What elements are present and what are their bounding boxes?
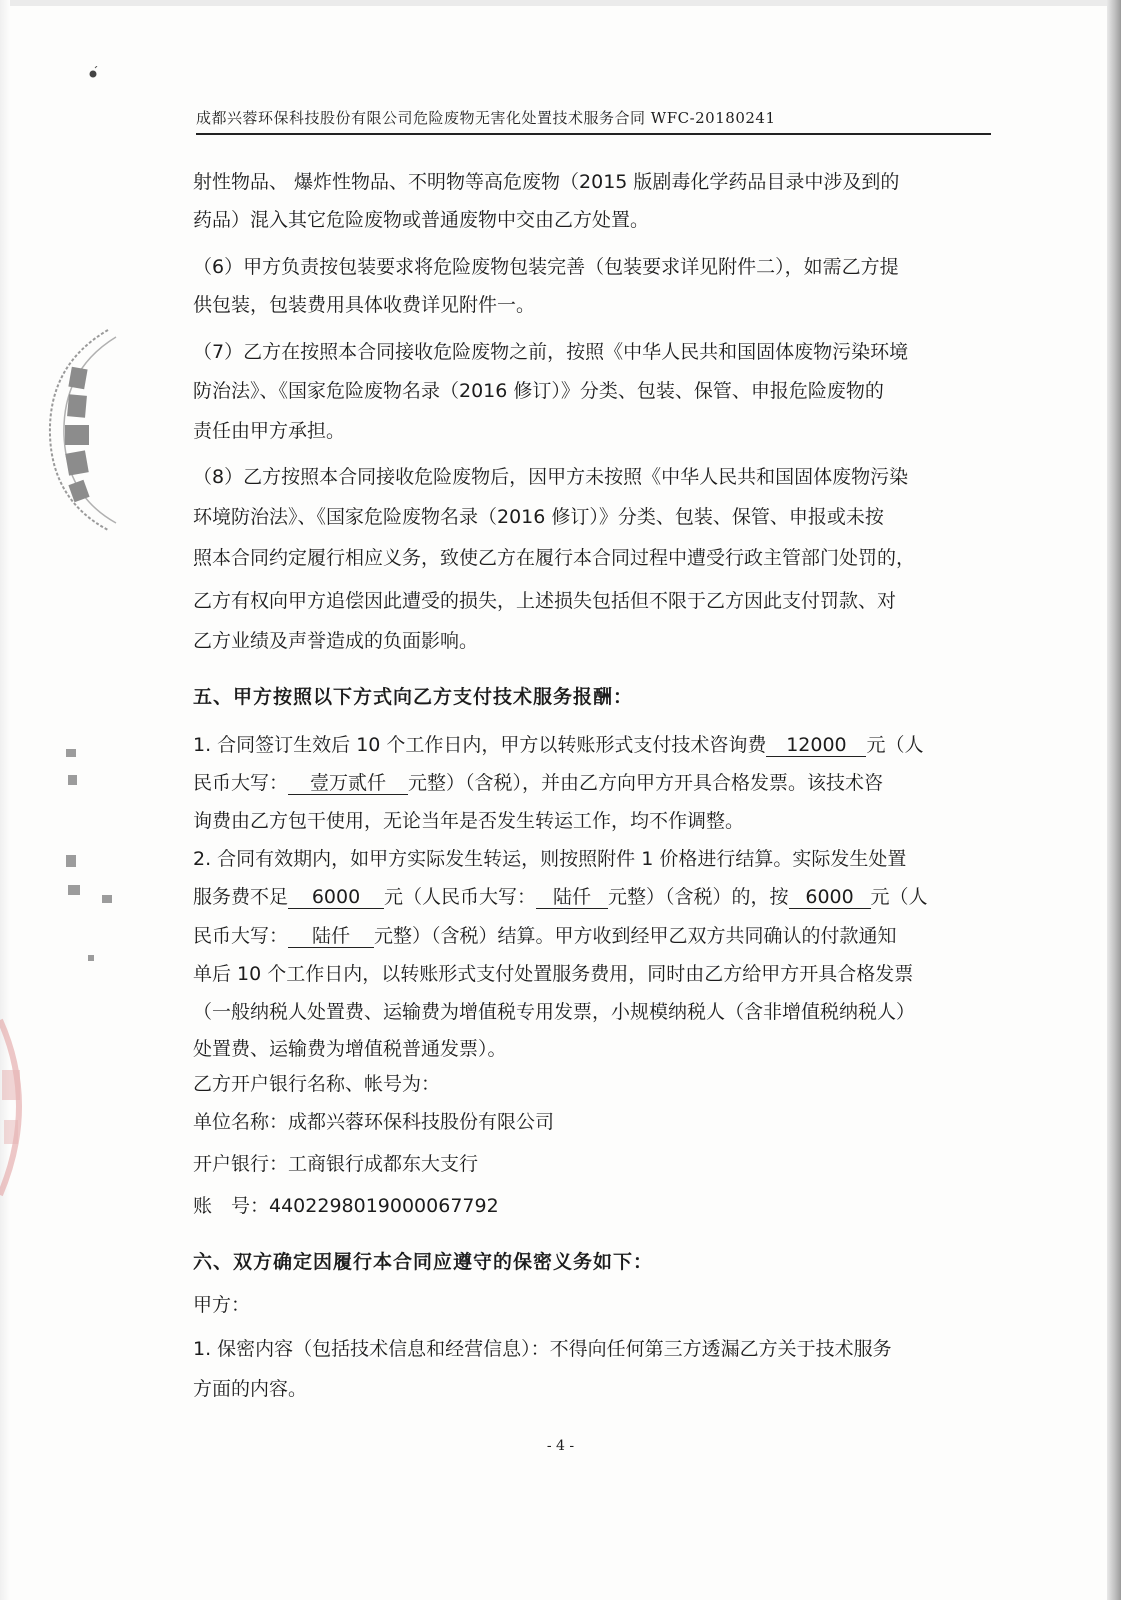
scan-speck xyxy=(88,66,100,80)
body-line: （6）甲方负责按包装要求将危险废物包装完善（包装要求详见附件二），如需乙方提 xyxy=(193,256,899,278)
payment-1-line-2 xyxy=(193,771,883,795)
payment-2-text: 服务费不足 xyxy=(193,886,289,908)
body-line: （7）乙方在按照本合同接收危险废物之前，按照《中华人民共和国固体废物污染环境 xyxy=(193,341,909,363)
body-line: 环境防治法》、《国家危险废物名录（2016 修订）》分类、包装、保管、申报或未按 xyxy=(193,506,884,528)
confidentiality-line-1: 1. 保密内容（包括技术信息和经营信息）：不得向任何第三方透漏乙方关于技术服务 xyxy=(193,1338,892,1360)
document-header xyxy=(196,107,991,135)
section-5-heading: 五、甲方按照以下方式向乙方支付技术服务报酬： xyxy=(193,686,634,708)
payment-2-text: 元（人民币大写： xyxy=(384,886,537,908)
page-number: - 4 - xyxy=(546,1438,575,1454)
body-line: （8）乙方按照本合同接收危险废物后，因甲方未按照《中华人民共和国固体废物污染 xyxy=(193,466,909,488)
min-fee-upper: 陆仟 xyxy=(536,886,608,909)
payment-1-line-1 xyxy=(193,733,923,757)
scan-edge-right xyxy=(1107,0,1121,1600)
body-line: 防治法》、《国家危险废物名录（2016 修订）》分类、包装、保管、申报危险废物的 xyxy=(193,380,884,402)
faint-stamp-marks xyxy=(62,745,122,975)
payment-2-text: 元整）（含税）的，按 xyxy=(608,886,789,908)
payment-1-text: 元（人 xyxy=(866,734,924,756)
min-fee-value: 6000 xyxy=(288,886,384,909)
payment-2-line-4: 单后 10 个工作日内，以转账形式支付处置服务费用，同时由乙方给甲方开具合格发票 xyxy=(193,963,914,985)
body-line: 乙方有权向甲方追偿因此遭受的损失，上述损失包括但不限于乙方因此支付罚款、对 xyxy=(193,590,897,612)
bank-unit-name: 单位名称：成都兴蓉环保科技股份有限公司 xyxy=(193,1111,555,1133)
bank-account: 账 号：4402298019000067792 xyxy=(193,1195,499,1217)
body-line: 药品）混入其它危险废物或普通废物中交由乙方处置。 xyxy=(193,209,650,231)
payment-2-line-2 xyxy=(193,885,928,909)
charge-upper: 陆仟 xyxy=(288,925,374,948)
scan-edge-left xyxy=(0,0,10,1600)
confidentiality-line-2: 方面的内容。 xyxy=(193,1378,308,1400)
scan-edge-top xyxy=(0,0,1121,6)
payment-2-line-6: 处置费、运输费为增值税普通发票）。 xyxy=(193,1038,507,1060)
payment-2-text: 元整）（含税）结算。甲方收到经甲乙双方共同确认的付款通知 xyxy=(374,925,897,947)
charge-value: 6000 xyxy=(789,886,871,909)
bank-intro: 乙方开户银行名称、帐号为： xyxy=(193,1073,441,1095)
body-line: 照本合同约定履行相应义务，致使乙方在履行本合同过程中遭受行政主管部门处罚的， xyxy=(193,547,916,569)
seam-seal-stamp xyxy=(38,325,118,535)
section-6-heading: 六、双方确定因履行本合同应遵守的保密义务如下： xyxy=(193,1251,654,1273)
body-line: 乙方业绩及声誉造成的负面影响。 xyxy=(193,630,479,652)
party-a-label: 甲方： xyxy=(193,1294,251,1316)
red-seal-fragment xyxy=(0,1010,40,1200)
payment-1-line-3: 询费由乙方包干使用，无论当年是否发生转运工作，均不作调整。 xyxy=(193,810,745,832)
payment-2-text: 元（人 xyxy=(870,886,928,908)
payment-2-text: 民币大写： xyxy=(193,925,289,947)
payment-1-text: 民币大写： xyxy=(193,772,289,794)
payment-2-line-3 xyxy=(193,924,897,948)
payment-1-text: 1. 合同签订生效后 10 个工作日内，甲方以转账形式支付技术咨询费 xyxy=(193,734,767,756)
body-line: 射性物品、 爆炸性物品、不明物等高危废物（2015 版剧毒化学药品目录中涉及到的 xyxy=(193,171,900,193)
body-line: 供包装，包装费用具体收费详见附件一。 xyxy=(193,294,536,316)
bank-name: 开户银行：工商银行成都东大支行 xyxy=(193,1153,479,1175)
payment-1-text: 元整）（含税），并由乙方向甲方开具合格发票。该技术咨 xyxy=(408,772,884,794)
payment-2-line-5: （一般纳税人处置费、运输费为增值税专用发票，小规模纳税人（含非增值税纳税人） xyxy=(193,1001,916,1023)
header-title: 成都兴蓉环保科技股份有限公司危险废物无害化处置技术服务合同 WFC-20180241 xyxy=(196,109,776,127)
payment-2-line-1: 2. 合同有效期内，如甲方实际发生转运，则按照附件 1 价格进行结算。实际发生处置 xyxy=(193,848,907,870)
body-line: 责任由甲方承担。 xyxy=(193,420,346,442)
consulting-fee-upper: 壹万贰仟 xyxy=(288,772,408,795)
consulting-fee-value: 12000 xyxy=(766,734,866,757)
